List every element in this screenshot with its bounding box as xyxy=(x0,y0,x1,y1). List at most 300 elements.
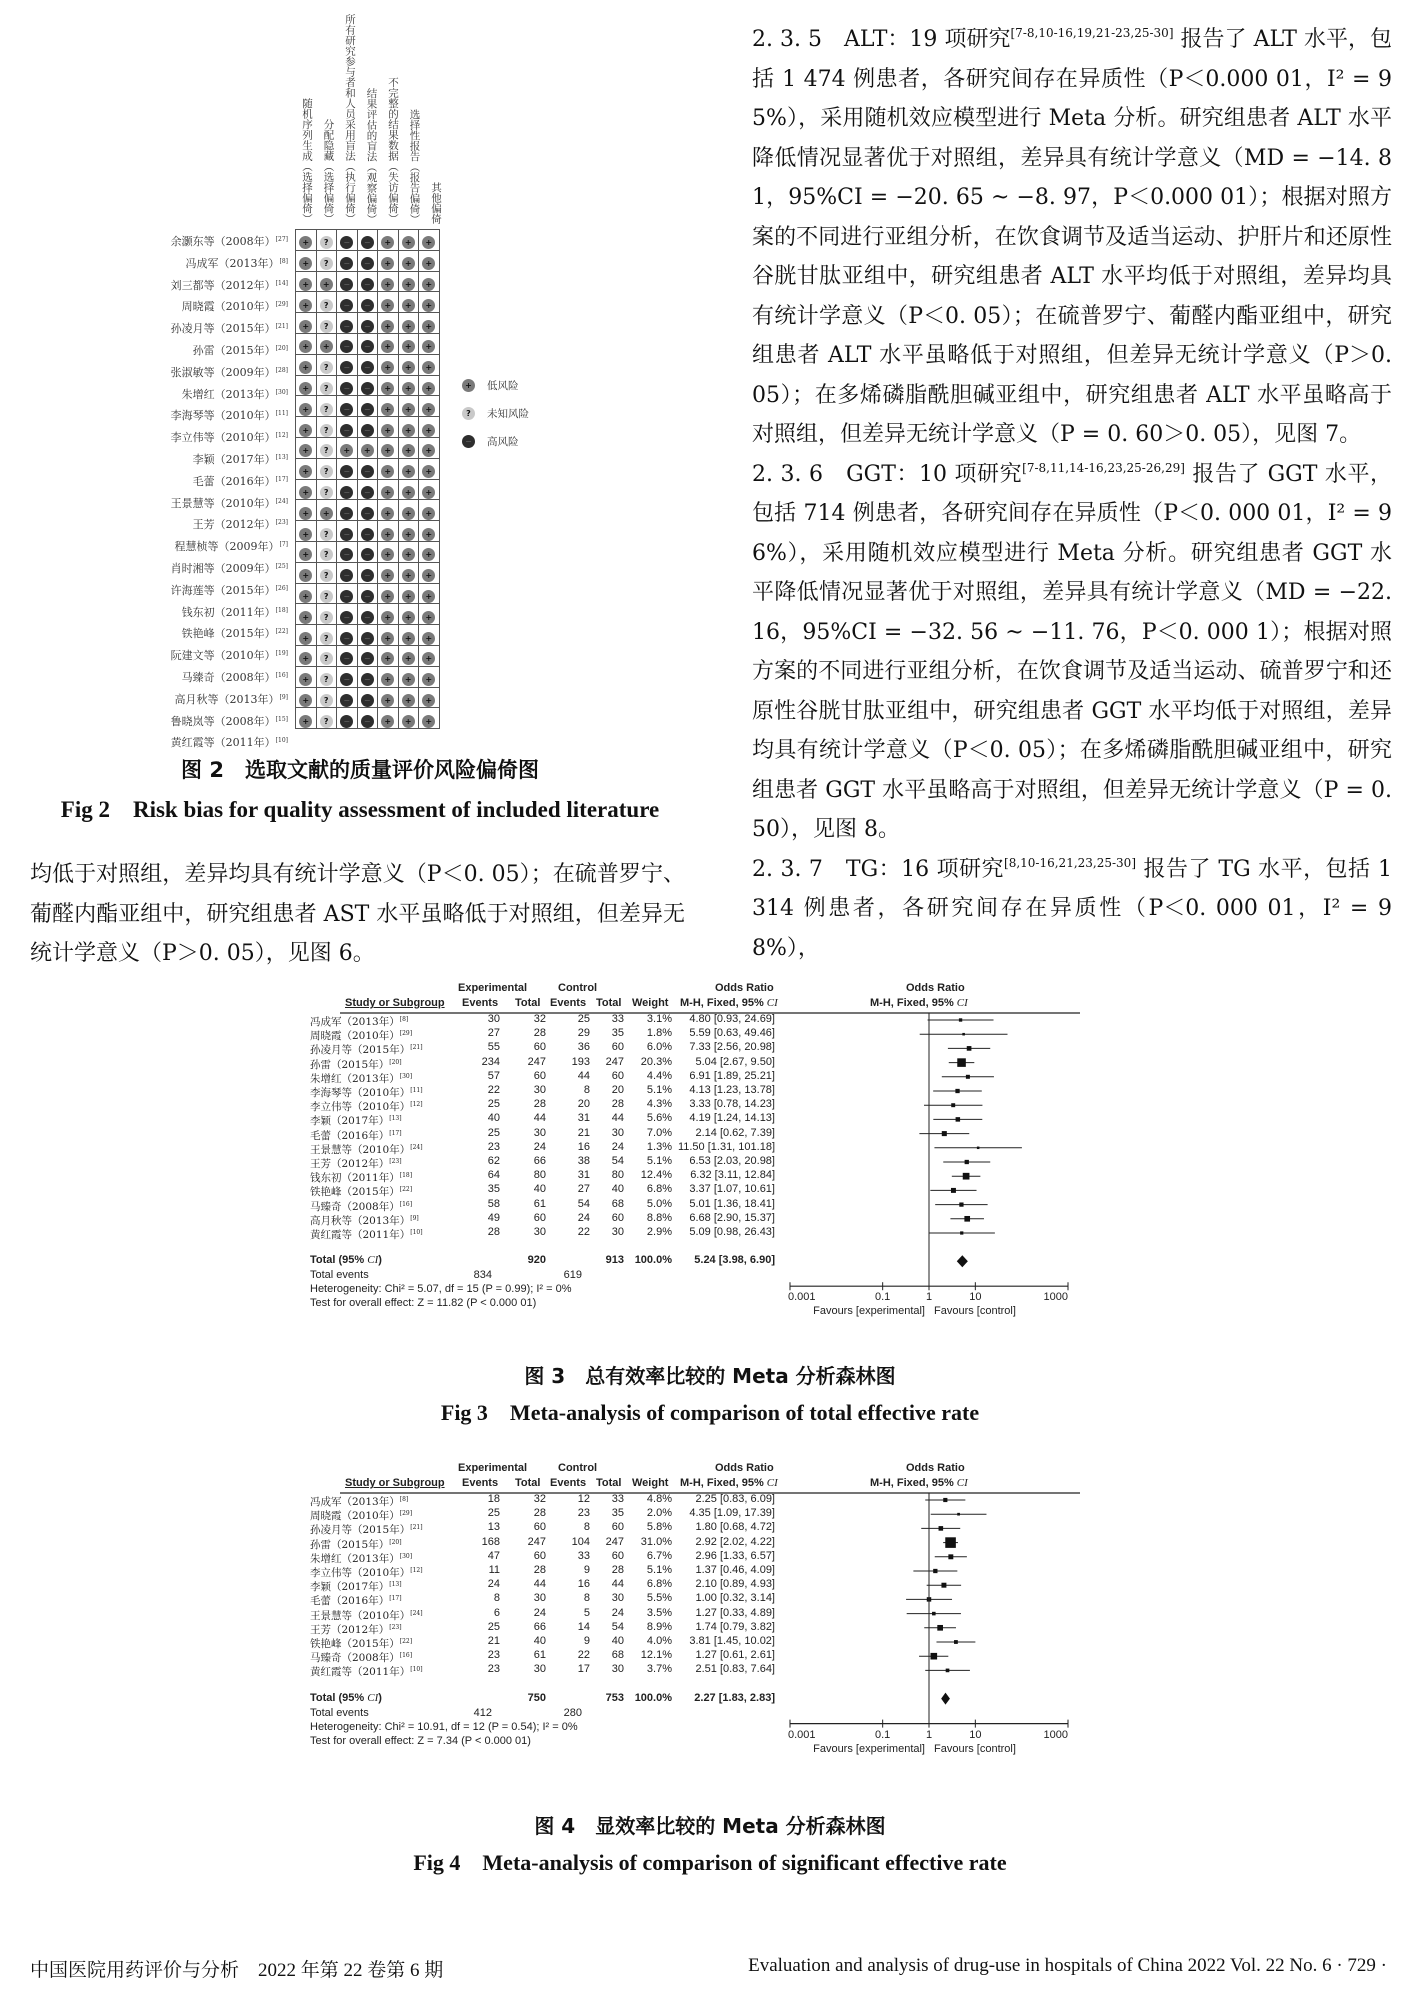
x-tick-label: 10 xyxy=(969,1728,982,1741)
rob-cell xyxy=(296,458,317,479)
rob-cell xyxy=(398,437,419,458)
rob-cell xyxy=(296,625,317,646)
risk-unk-icon: ? xyxy=(320,673,333,686)
risk-low-icon: + xyxy=(381,424,394,437)
rob-cell xyxy=(378,458,399,479)
study-ref: [12] xyxy=(275,432,288,440)
rob-cell xyxy=(316,666,337,687)
x-tick-label: 1 xyxy=(925,1728,933,1741)
study-row xyxy=(0,1607,780,1621)
study-name-text: 李立伟等（2010年） xyxy=(310,1567,411,1579)
rob-cell xyxy=(357,479,378,500)
weight: 6.8% xyxy=(646,1183,672,1196)
risk-low-icon: + xyxy=(299,361,312,374)
study-name: 铁艳峰（2015年） xyxy=(181,627,276,641)
header-exp-events: Events xyxy=(462,1477,499,1489)
rob-cell xyxy=(419,708,440,729)
study-name: 钱东初（2011年） xyxy=(181,605,276,619)
rob-study-label xyxy=(182,604,288,620)
footer-journal-en: Evaluation and analysis of drug-use in hospitals of China 2022 Vol. 22 No. 6 · 729 · xyxy=(748,1955,1387,1976)
rob-cell xyxy=(316,230,337,251)
study-ref: [7] xyxy=(279,541,288,549)
total-label-text: Total (95% xyxy=(310,1254,368,1267)
total-label-text: Total (95% xyxy=(310,1691,368,1704)
rob-cell xyxy=(357,583,378,604)
rob-cell xyxy=(337,645,358,666)
effect-square xyxy=(964,1216,970,1222)
ctl-events: 31 xyxy=(577,1112,590,1125)
rob-cell xyxy=(419,500,440,521)
rob-cell xyxy=(316,521,337,542)
legend-label: 高风险 xyxy=(487,436,519,448)
study-row xyxy=(0,1141,780,1155)
weight: 12.4% xyxy=(640,1169,672,1182)
risk-unk-icon: ? xyxy=(320,444,333,457)
rob-row xyxy=(296,521,440,542)
risk-low-icon: + xyxy=(402,694,415,707)
rob-cell xyxy=(316,562,337,583)
total-or: 2.27 [1.83, 2.83] xyxy=(694,1691,775,1704)
ctl-total: 28 xyxy=(611,1564,624,1576)
rob-study-label xyxy=(171,364,288,380)
figure-2-risk-of-bias xyxy=(0,0,720,750)
risk-high-icon: − xyxy=(340,465,353,478)
rob-row xyxy=(296,583,440,604)
odds-ratio-ci: 3.33 [0.78, 14.23] xyxy=(689,1098,775,1111)
rob-cell xyxy=(296,375,317,396)
ctl-total: 35 xyxy=(611,1507,624,1520)
study-ref: [27] xyxy=(275,236,288,243)
total-label xyxy=(310,1692,382,1705)
study-ref: [11] xyxy=(410,1087,423,1094)
risk-unk-icon: ? xyxy=(320,694,333,707)
exp-events: 62 xyxy=(487,1155,500,1167)
ctl-total: 44 xyxy=(611,1112,624,1125)
study-name: 鲁晓岚等（2008年） xyxy=(170,714,276,728)
exp-total: 30 xyxy=(533,1592,546,1605)
exp-events: 28 xyxy=(487,1226,500,1238)
rob-study-label xyxy=(171,233,288,249)
section-body: 报告了 GGT 水平，包括 714 例患者，各研究间存在异质性（P＜0. 000 01，I² = 96%），采用随机效应模型进行 Meta 分析。研究组患者 GGT 水平降低情况显著优于对照组，差异具有统计学意义（MD = −22. 16，95%CI = −32. 56 ~ −11. 76，P＜0. 000 1）；根据对照方案的不同进行亚组分析，在饮食调节及适当运动、硫普罗宁和还原性谷胱甘肽亚组中，研究组患者 GGT 水平均低于对照组，差异均具有统计学意义（P＜0. 05）；在多烯磷脂酰胆碱亚组中，研究组患者 GGT 水平虽略高于对照组，但差异无统计学意义（P = 0. 50），见图 8。 xyxy=(752,461,1392,842)
weight: 5.1% xyxy=(646,1084,672,1096)
odds-ratio-ci: 1.00 [0.32, 3.14] xyxy=(695,1592,775,1605)
risk-low-icon: + xyxy=(422,569,435,582)
risk-high-icon: − xyxy=(340,486,353,499)
risk-high-icon: − xyxy=(361,236,374,249)
risk-low-icon: + xyxy=(422,299,435,312)
study-row xyxy=(0,1183,780,1197)
odds-ratio-ci: 2.51 [0.83, 7.64] xyxy=(695,1663,775,1676)
exp-events: 23 xyxy=(487,1140,500,1153)
weight: 3.1% xyxy=(646,1013,672,1025)
rob-cell xyxy=(378,250,399,271)
risk-high-icon: − xyxy=(340,257,353,270)
rob-cell xyxy=(398,292,419,313)
rob-cell xyxy=(357,458,378,479)
rob-cell xyxy=(378,354,399,375)
method-label: M-H, Fixed, 95% xyxy=(680,1477,767,1489)
study-name-text: 钱东初（2011年） xyxy=(310,1172,400,1185)
rob-row xyxy=(296,271,440,292)
exp-events: 6 xyxy=(493,1606,500,1619)
study-ref: [25] xyxy=(275,563,288,570)
study-name-text: 高月秋等（2013年） xyxy=(310,1214,411,1227)
study-row xyxy=(0,1550,780,1564)
risk-low-icon: + xyxy=(381,694,394,707)
weight: 5.5% xyxy=(646,1592,672,1605)
x-tick-label: 0.1 xyxy=(875,1728,891,1741)
exp-events: 27 xyxy=(487,1027,500,1040)
rob-cell xyxy=(316,437,337,458)
rob-cell xyxy=(398,521,419,542)
study-row xyxy=(0,1621,780,1635)
risk-low-icon: + xyxy=(402,632,415,645)
risk-unk-icon: ? xyxy=(320,611,333,624)
summary-diamond xyxy=(941,1693,950,1705)
rob-cell xyxy=(378,292,399,313)
risk-low-icon: + xyxy=(381,507,394,520)
risk-high-icon: − xyxy=(340,382,353,395)
rob-row xyxy=(296,375,440,396)
study-ref: [21] xyxy=(410,1524,423,1532)
rob-row xyxy=(296,687,440,708)
study-name-text: 黄红霞等（2011年） xyxy=(310,1666,411,1679)
study-row xyxy=(0,1127,780,1141)
ctl-total: 33 xyxy=(611,1493,624,1505)
risk-low-icon: + xyxy=(381,632,394,645)
ctl-total: 60 xyxy=(611,1521,624,1534)
ctl-events: 44 xyxy=(577,1069,590,1082)
rob-cell xyxy=(357,333,378,354)
rob-cell xyxy=(357,230,378,251)
exp-total: 30 xyxy=(533,1084,546,1096)
rob-cell xyxy=(419,625,440,646)
rob-cell xyxy=(378,521,399,542)
exp-events: 64 xyxy=(487,1169,500,1182)
rob-cell xyxy=(378,479,399,500)
study-name xyxy=(310,1663,423,1679)
x-tick-label: 1 xyxy=(925,1291,933,1304)
rob-domain-header: 选择性报告（报告偏倚） xyxy=(408,108,421,224)
study-name: 李立伟等（2010年） xyxy=(170,431,276,445)
risk-low-icon: + xyxy=(422,257,435,270)
effect-square xyxy=(957,1513,960,1516)
rob-cell xyxy=(296,230,317,251)
study-name-text: 王景慧等（2010年） xyxy=(310,1609,411,1622)
study-row xyxy=(0,1084,780,1098)
ctl-events: 22 xyxy=(577,1226,590,1238)
risk-low-icon: + xyxy=(299,632,312,645)
risk-high-icon: − xyxy=(340,403,353,416)
study-row xyxy=(0,1226,780,1240)
risk-low-icon: + xyxy=(402,486,415,499)
odds-ratio-ci: 6.32 [3.11, 12.84] xyxy=(690,1169,775,1182)
favours-left: Favours [experimental] xyxy=(813,1742,925,1755)
risk-high-icon: − xyxy=(340,652,353,665)
header-ctl-events: Events xyxy=(550,1477,587,1489)
exp-events: 234 xyxy=(481,1055,500,1068)
exp-total: 28 xyxy=(533,1507,546,1520)
weight: 8.8% xyxy=(646,1211,672,1224)
header-odds-ratio: Odds Ratio xyxy=(715,1462,774,1474)
rob-cell xyxy=(398,230,419,251)
ctl-events: 8 xyxy=(583,1084,590,1096)
study-name-text: 王景慧等（2010年） xyxy=(310,1143,411,1156)
study-name: 肖时湘等（2009年） xyxy=(170,562,276,575)
exp-total: 28 xyxy=(533,1098,546,1111)
risk-high-icon: − xyxy=(361,278,374,291)
study-row xyxy=(0,1507,780,1521)
risk-high-icon: − xyxy=(361,361,374,374)
weight: 31.0% xyxy=(640,1535,672,1548)
rob-grid xyxy=(295,229,440,729)
study-ref: [16] xyxy=(399,1652,413,1660)
rob-cell xyxy=(337,687,358,708)
odds-ratio-ci: 2.14 [0.62, 7.39] xyxy=(695,1126,775,1139)
risk-low-icon: + xyxy=(422,424,435,437)
ctl-events: 23 xyxy=(577,1507,590,1520)
rob-cell xyxy=(378,708,399,729)
legend-label: 低风险 xyxy=(487,380,519,392)
rob-cell xyxy=(296,562,317,583)
rob-cell xyxy=(419,458,440,479)
rob-cell xyxy=(398,645,419,666)
rob-cell xyxy=(337,230,358,251)
risk-low-icon: + xyxy=(422,320,435,333)
study-ref: [23] xyxy=(389,1158,402,1165)
header-exp-total: Total xyxy=(515,997,541,1009)
favours-left: Favours [experimental] xyxy=(813,1305,925,1318)
risk-high-icon: − xyxy=(361,715,374,728)
risk-low-icon: + xyxy=(381,528,394,541)
exp-total: 60 xyxy=(533,1041,546,1054)
section-heading: 2. 3. 7 TG：16 项研究 xyxy=(752,856,1005,882)
rob-cell xyxy=(296,604,317,625)
risk-low-icon: + xyxy=(422,632,435,645)
risk-high-icon: − xyxy=(340,299,353,312)
rob-cell xyxy=(357,292,378,313)
rob-cell xyxy=(357,354,378,375)
ctl-total: 35 xyxy=(611,1027,624,1040)
rob-study-label xyxy=(193,516,288,532)
section-body: 报告了 ALT 水平，包括 1 474 例患者，各研究间存在异质性（P＜0.000 01，I² = 95%），采用随机效应模型进行 Meta 分析。研究组患者 ALT 水平降低情况显著优于对照组，差异具有统计学意义（MD = −14. 81，95%CI = −20. 65 ~ −8. 97，P＜0.000 01）；根据对照方案的不同进行亚组分析，在饮食调节及适当运动、护肝片和还原性谷胱甘肽亚组中，研究组患者 ALT 水平均低于对照组，差异均具有统计学意义（P＜0. 05）；在硫普罗宁、葡醛内酯亚组中，研究组患者 ALT 水平虽略低于对照组，但差异无统计学意义（P＞0. 05）；在多烯磷脂酰胆碱亚组中，研究组患者 ALT 水平虽略高于对照组，但差异无统计学意义（P = 0. 60＞0. 05），见图 7。 xyxy=(752,27,1392,447)
ci-label: CI xyxy=(766,1477,778,1489)
study-ref: [29] xyxy=(275,301,288,309)
risk-low-icon: + xyxy=(299,444,312,457)
study-ref: [30] xyxy=(399,1552,413,1560)
exp-total: 30 xyxy=(533,1226,546,1238)
risk-high-icon: − xyxy=(361,424,374,437)
rob-cell xyxy=(337,313,358,334)
risk-low-icon: + xyxy=(381,548,394,561)
odds-ratio-ci: 4.80 [0.93, 24.69] xyxy=(689,1013,775,1025)
study-name-text: 铁艳峰（2015年） xyxy=(310,1186,400,1199)
rob-cell xyxy=(378,313,399,334)
rob-cell xyxy=(398,666,419,687)
risk-high-icon: − xyxy=(340,528,353,541)
header-ctl-total: Total xyxy=(596,1477,622,1489)
risk-low-icon: + xyxy=(402,548,415,561)
rob-cell xyxy=(337,417,358,438)
risk-unk-icon: ? xyxy=(320,257,333,270)
risk-high-icon: − xyxy=(340,673,353,686)
risk-unk-icon: ? xyxy=(320,632,333,645)
rob-cell xyxy=(419,354,440,375)
risk-low-icon: + xyxy=(402,278,415,291)
study-name-text: 周晓霞（2010年） xyxy=(310,1030,400,1043)
odds-ratio-ci: 4.13 [1.23, 13.78] xyxy=(689,1084,775,1096)
study-name: 马臻奇（2008年） xyxy=(181,671,276,684)
citation: [7-8,11,14-16,23,25-26,29] xyxy=(1022,460,1185,475)
rob-study-label xyxy=(186,255,289,271)
rob-cell xyxy=(337,583,358,604)
risk-low-icon: + xyxy=(402,236,415,249)
rob-cell xyxy=(378,666,399,687)
odds-ratio-ci: 2.10 [0.89, 4.93] xyxy=(695,1578,775,1591)
risk-low-icon: + xyxy=(402,507,415,520)
study-name: 李颖（2017年） xyxy=(192,453,276,466)
rob-cell xyxy=(419,271,440,292)
ctl-events: 193 xyxy=(571,1055,590,1068)
study-ref: [13] xyxy=(389,1581,402,1589)
rob-cell xyxy=(296,250,317,271)
header-odds-ratio-plot: Odds Ratio xyxy=(906,1462,965,1474)
exp-events: 22 xyxy=(487,1084,500,1096)
fig4-caption-en: Fig 4 Meta-analysis of comparison of significant effective rate xyxy=(413,1850,1007,1875)
rob-cell xyxy=(398,375,419,396)
rob-study-label xyxy=(193,451,288,467)
weight: 5.0% xyxy=(646,1197,672,1210)
header-exp-events: Events xyxy=(462,997,499,1009)
fig2-caption-cn: 图 2 选取文献的质量评价风险偏倚图 xyxy=(181,758,539,782)
exp-events: 11 xyxy=(488,1564,500,1576)
study-ref: [18] xyxy=(399,1172,413,1180)
effect-square xyxy=(931,1653,938,1660)
exp-events: 21 xyxy=(487,1635,500,1647)
ctl-events: 16 xyxy=(577,1578,590,1591)
rob-row xyxy=(296,666,440,687)
right-column xyxy=(752,20,1392,968)
rob-cell xyxy=(316,479,337,500)
rob-cell xyxy=(337,250,358,271)
rob-cell xyxy=(419,541,440,562)
rob-cell xyxy=(398,354,419,375)
rob-cell xyxy=(296,292,317,313)
risk-low-icon: + xyxy=(299,715,312,728)
odds-ratio-ci: 1.37 [0.46, 4.09] xyxy=(695,1564,775,1576)
effect-square xyxy=(957,1058,966,1067)
risk-low-icon: + xyxy=(402,611,415,624)
rob-study-label xyxy=(175,691,289,707)
study-row xyxy=(0,1098,780,1112)
rob-cell xyxy=(378,625,399,646)
study-ref: [16] xyxy=(275,672,288,679)
rob-domain-header: 分配隐藏（选择偏倚） xyxy=(322,119,335,224)
rob-cell xyxy=(419,437,440,458)
exp-total: 60 xyxy=(533,1211,546,1224)
risk-low-icon: + xyxy=(381,236,394,249)
study-ref: [22] xyxy=(275,628,288,636)
odds-ratio-ci: 2.96 [1.33, 6.57] xyxy=(695,1549,775,1562)
rob-cell xyxy=(337,562,358,583)
ctl-total: 68 xyxy=(611,1197,624,1210)
rob-study-label xyxy=(171,495,288,511)
risk-high-icon: − xyxy=(340,632,353,645)
exp-total: 30 xyxy=(533,1663,546,1676)
rob-cell xyxy=(357,562,378,583)
study-name-text: 冯成军（2013年） xyxy=(310,1016,400,1028)
ctl-events: 29 xyxy=(577,1027,590,1040)
rob-cell xyxy=(419,666,440,687)
risk-low-icon: + xyxy=(381,361,394,374)
study-ref: [30] xyxy=(399,1072,413,1080)
exp-total: 24 xyxy=(533,1140,546,1153)
study-row xyxy=(0,1212,780,1226)
rob-cell xyxy=(378,396,399,417)
study-name: 王景慧等（2010年） xyxy=(170,496,276,510)
rob-domain-header: 其他偏倚 xyxy=(430,182,442,224)
study-name-text: 冯成军（2013年） xyxy=(310,1496,400,1508)
exp-events: 23 xyxy=(487,1649,500,1662)
study-name-text: 李海琴等（2010年） xyxy=(310,1087,411,1099)
risk-high-icon: − xyxy=(340,548,353,561)
risk-low-icon: + xyxy=(422,444,435,457)
risk-unk-icon: ? xyxy=(320,465,333,478)
rob-cell xyxy=(378,437,399,458)
ctl-events: 104 xyxy=(571,1535,590,1548)
rob-domain-header: 随机序列生成（选择偏倚） xyxy=(301,98,313,224)
exp-events: 35 xyxy=(487,1183,500,1196)
rob-cell xyxy=(398,562,419,583)
risk-high-icon: − xyxy=(340,569,353,582)
ctl-events: 14 xyxy=(577,1620,590,1633)
risk-low-icon: + xyxy=(402,257,415,270)
rob-cell xyxy=(296,354,317,375)
study-name-text: 朱增红（2013年） xyxy=(310,1552,400,1565)
study-name: 黄红霞等（2011年） xyxy=(170,736,276,750)
rob-cell xyxy=(357,708,378,729)
study-name-text: 孙凌月等（2015年） xyxy=(310,1044,411,1057)
study-name: 冯成军（2013年） xyxy=(185,256,280,270)
risk-low-icon: + xyxy=(381,320,394,333)
rob-cell xyxy=(316,333,337,354)
weight: 4.3% xyxy=(646,1098,672,1111)
fig4-caption-cn: 图 4 显效率比较的 Meta 分析森林图 xyxy=(534,1814,886,1838)
rob-cell xyxy=(419,583,440,604)
ctl-total: 44 xyxy=(611,1578,624,1591)
odds-ratio-ci: 5.09 [0.98, 26.43] xyxy=(689,1226,775,1238)
ctl-total: 20 xyxy=(611,1084,624,1096)
study-ref: [8] xyxy=(399,1496,409,1503)
rob-study-label xyxy=(182,386,288,402)
study-name-text: 毛蕾（2016年） xyxy=(310,1595,390,1608)
rob-cell xyxy=(316,417,337,438)
risk-high-icon: − xyxy=(361,340,374,353)
risk-low-icon: + xyxy=(402,465,415,478)
risk-high-icon: − xyxy=(361,403,374,416)
rob-cell xyxy=(357,666,378,687)
weight: 5.6% xyxy=(646,1112,672,1125)
study-ref: [10] xyxy=(410,1229,423,1236)
effect-square xyxy=(937,1625,943,1631)
rob-domain-header: 结果评估的盲法（观察偏倚） xyxy=(365,87,378,224)
page-footer xyxy=(30,1955,1387,1982)
favours-right: Favours [control] xyxy=(934,1742,1016,1755)
study-name: 张淑敏等（2009年） xyxy=(170,365,276,379)
study-ref: [29] xyxy=(399,1510,413,1518)
risk-low-icon: + xyxy=(381,299,394,312)
rob-cell xyxy=(398,333,419,354)
